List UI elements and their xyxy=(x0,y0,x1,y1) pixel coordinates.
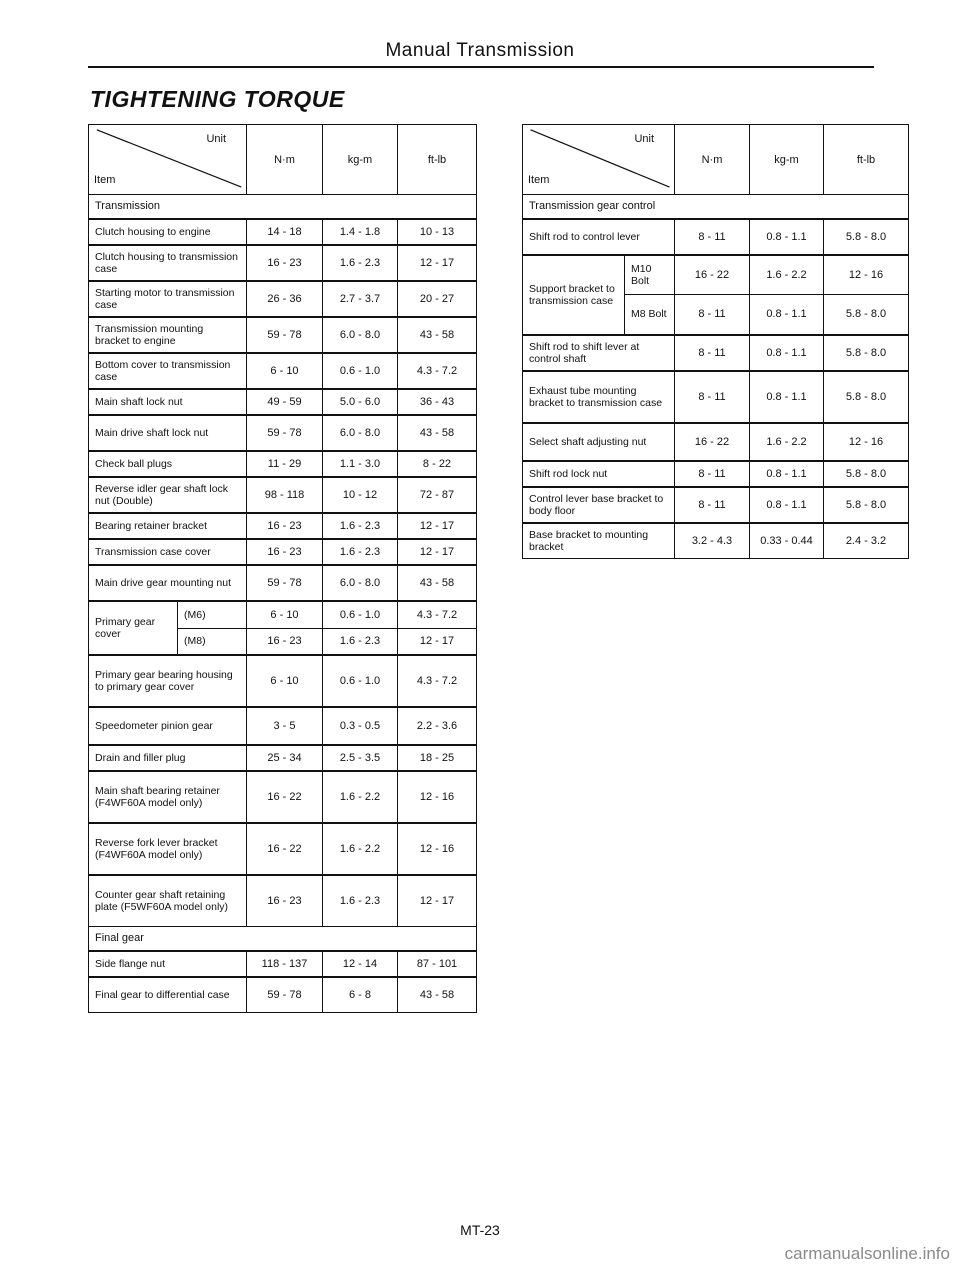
row-item-label: Final gear to differential case xyxy=(89,977,247,1013)
ftlb-value: 87 - 101 xyxy=(398,951,477,977)
section-row xyxy=(523,195,909,219)
row-item-label: Counter gear shaft retaining plate (F5WF60A model only) xyxy=(89,875,247,927)
table-row xyxy=(523,255,909,295)
nm-value: 16 - 23 xyxy=(247,539,323,565)
table-row xyxy=(89,951,477,977)
row-item-label: Starting motor to transmission case xyxy=(89,281,247,317)
nm-value: 11 - 29 xyxy=(247,451,323,477)
sub-item-label: M8 Bolt xyxy=(625,295,675,335)
kgm-value: 5.0 - 6.0 xyxy=(323,389,398,415)
ftlb-value: 43 - 58 xyxy=(398,977,477,1013)
ftlb-value: 12 - 17 xyxy=(398,513,477,539)
kgm-value: 0.33 - 0.44 xyxy=(750,523,824,559)
row-item-label: Bottom cover to transmission case xyxy=(89,353,247,389)
table-row xyxy=(89,823,477,875)
nm-value: 8 - 11 xyxy=(675,335,750,371)
nm-value: 16 - 23 xyxy=(247,629,323,655)
kgm-value: 6 - 8 xyxy=(323,977,398,1013)
table-row xyxy=(89,317,477,353)
nm-value: 16 - 23 xyxy=(247,875,323,927)
section-label: Transmission gear control xyxy=(523,195,909,219)
table-row xyxy=(89,539,477,565)
nm-value: 6 - 10 xyxy=(247,601,323,629)
kgm-value: 6.0 - 8.0 xyxy=(323,317,398,353)
right-table-body xyxy=(523,195,909,559)
nm-value: 59 - 78 xyxy=(247,317,323,353)
ftlb-value: 5.8 - 8.0 xyxy=(824,371,909,423)
section-title: TIGHTENING TORQUE xyxy=(90,86,345,112)
ftlb-value: 2.4 - 3.2 xyxy=(824,523,909,559)
nm-value: 8 - 11 xyxy=(675,461,750,487)
kgm-value: 1.1 - 3.0 xyxy=(323,451,398,477)
row-item-label: Primary gear bearing housing to primary gear cover xyxy=(89,655,247,707)
row-item-label: Main drive shaft lock nut xyxy=(89,415,247,451)
ftlb-column-header: ft-lb xyxy=(398,125,477,195)
ftlb-value: 12 - 17 xyxy=(398,539,477,565)
ftlb-value: 43 - 58 xyxy=(398,317,477,353)
ftlb-value: 12 - 17 xyxy=(398,629,477,655)
row-item-label: Reverse fork lever bracket (F4WF60A model only) xyxy=(89,823,247,875)
page-header-title: Manual Transmission xyxy=(385,40,575,61)
ftlb-value: 18 - 25 xyxy=(398,745,477,771)
section-label: Transmission xyxy=(89,195,477,219)
ftlb-value: 12 - 16 xyxy=(824,255,909,295)
ftlb-value: 43 - 58 xyxy=(398,415,477,451)
row-item-label: Main shaft bearing retainer (F4WF60A model only) xyxy=(89,771,247,823)
unit-label: Unit xyxy=(206,133,226,145)
kgm-value: 2.5 - 3.5 xyxy=(323,745,398,771)
nm-value: 16 - 22 xyxy=(247,771,323,823)
nm-value: 6 - 10 xyxy=(247,353,323,389)
table-row xyxy=(523,371,909,423)
kgm-value: 1.6 - 2.2 xyxy=(323,771,398,823)
nm-value: 16 - 23 xyxy=(247,245,323,281)
section-row xyxy=(89,195,477,219)
kgm-value: 1.6 - 2.3 xyxy=(323,875,398,927)
nm-value: 3.2 - 4.3 xyxy=(675,523,750,559)
kgm-column-header: kg-m xyxy=(323,125,398,195)
table-row xyxy=(89,745,477,771)
ftlb-value: 5.8 - 8.0 xyxy=(824,219,909,255)
table-row xyxy=(89,565,477,601)
row-item-label: Support bracket to transmission case xyxy=(523,255,625,335)
ftlb-value: 2.2 - 3.6 xyxy=(398,707,477,745)
nm-value: 26 - 36 xyxy=(247,281,323,317)
table-row xyxy=(89,245,477,281)
kgm-value: 0.8 - 1.1 xyxy=(750,371,824,423)
ftlb-value: 72 - 87 xyxy=(398,477,477,513)
left-table-body xyxy=(89,195,477,1013)
ftlb-value: 5.8 - 8.0 xyxy=(824,295,909,335)
sub-item-label: M10 Bolt xyxy=(625,255,675,295)
header-rule xyxy=(88,66,874,68)
ftlb-value: 5.8 - 8.0 xyxy=(824,487,909,523)
ftlb-value: 12 - 16 xyxy=(824,423,909,461)
row-item-label: Select shaft adjusting nut xyxy=(523,423,675,461)
nm-column-header: N·m xyxy=(675,125,750,195)
row-item-label: Primary gear cover xyxy=(89,601,178,655)
kgm-value: 0.6 - 1.0 xyxy=(323,655,398,707)
nm-value: 8 - 11 xyxy=(675,295,750,335)
nm-value: 6 - 10 xyxy=(247,655,323,707)
watermark: carmanualsonline.info xyxy=(784,1244,950,1263)
left-torque-table xyxy=(88,124,477,1013)
row-item-label: Shift rod to control lever xyxy=(523,219,675,255)
ftlb-value: 10 - 13 xyxy=(398,219,477,245)
ftlb-column-header: ft-lb xyxy=(824,125,909,195)
kgm-value: 6.0 - 8.0 xyxy=(323,565,398,601)
nm-value: 118 - 137 xyxy=(247,951,323,977)
nm-column-header: N·m xyxy=(247,125,323,195)
ftlb-value: 12 - 17 xyxy=(398,875,477,927)
ftlb-value: 8 - 22 xyxy=(398,451,477,477)
row-item-label: Transmission mounting bracket to engine xyxy=(89,317,247,353)
nm-value: 59 - 78 xyxy=(247,977,323,1013)
item-label: Item xyxy=(94,174,116,186)
nm-value: 49 - 59 xyxy=(247,389,323,415)
kgm-value: 0.8 - 1.1 xyxy=(750,295,824,335)
kgm-value: 0.6 - 1.0 xyxy=(323,353,398,389)
ftlb-value: 12 - 16 xyxy=(398,823,477,875)
kgm-value: 0.8 - 1.1 xyxy=(750,219,824,255)
kgm-value: 1.6 - 2.2 xyxy=(323,823,398,875)
row-item-label: Drain and filler plug xyxy=(89,745,247,771)
unit-label: Unit xyxy=(634,133,654,145)
kgm-value: 1.4 - 1.8 xyxy=(323,219,398,245)
table-row xyxy=(89,513,477,539)
sub-item-label: (M8) xyxy=(178,629,247,655)
row-item-label: Reverse idler gear shaft lock nut (Double) xyxy=(89,477,247,513)
right-torque-table xyxy=(522,124,909,559)
nm-value: 8 - 11 xyxy=(675,371,750,423)
row-item-label: Shift rod to shift lever at control shaft xyxy=(523,335,675,371)
section-label: Final gear xyxy=(89,927,477,951)
ftlb-value: 4.3 - 7.2 xyxy=(398,353,477,389)
table-row xyxy=(89,389,477,415)
table-row xyxy=(89,655,477,707)
nm-value: 59 - 78 xyxy=(247,415,323,451)
kgm-value: 0.6 - 1.0 xyxy=(323,601,398,629)
ftlb-value: 5.8 - 8.0 xyxy=(824,335,909,371)
nm-value: 25 - 34 xyxy=(247,745,323,771)
row-item-label: Transmission case cover xyxy=(89,539,247,565)
table-row xyxy=(89,477,477,513)
row-item-label: Clutch housing to transmission case xyxy=(89,245,247,281)
kgm-value: 2.7 - 3.7 xyxy=(323,281,398,317)
table-row xyxy=(89,771,477,823)
row-item-label: Main drive gear mounting nut xyxy=(89,565,247,601)
kgm-value: 0.8 - 1.1 xyxy=(750,461,824,487)
nm-value: 14 - 18 xyxy=(247,219,323,245)
row-item-label: Shift rod lock nut xyxy=(523,461,675,487)
ftlb-value: 36 - 43 xyxy=(398,389,477,415)
item-label: Item xyxy=(528,174,550,186)
kgm-value: 12 - 14 xyxy=(323,951,398,977)
row-item-label: Base bracket to mounting bracket xyxy=(523,523,675,559)
kgm-value: 6.0 - 8.0 xyxy=(323,415,398,451)
ftlb-value: 12 - 17 xyxy=(398,245,477,281)
kgm-value: 1.6 - 2.2 xyxy=(750,423,824,461)
kgm-value: 1.6 - 2.3 xyxy=(323,513,398,539)
table-row xyxy=(523,523,909,559)
nm-value: 98 - 118 xyxy=(247,477,323,513)
row-item-label: Side flange nut xyxy=(89,951,247,977)
kgm-value: 10 - 12 xyxy=(323,477,398,513)
table-row xyxy=(89,219,477,245)
nm-value: 16 - 22 xyxy=(247,823,323,875)
row-item-label: Control lever base bracket to body floor xyxy=(523,487,675,523)
table-row xyxy=(523,487,909,523)
unit-item-corner-header xyxy=(523,125,675,195)
row-item-label: Clutch housing to engine xyxy=(89,219,247,245)
nm-value: 8 - 11 xyxy=(675,487,750,523)
nm-value: 3 - 5 xyxy=(247,707,323,745)
sub-item-label: (M6) xyxy=(178,601,247,629)
kgm-value: 1.6 - 2.3 xyxy=(323,629,398,655)
section-row xyxy=(89,927,477,951)
table-row xyxy=(89,601,477,629)
kgm-value: 1.6 - 2.3 xyxy=(323,245,398,281)
nm-value: 59 - 78 xyxy=(247,565,323,601)
kgm-value: 0.3 - 0.5 xyxy=(323,707,398,745)
table-row xyxy=(89,281,477,317)
nm-value: 16 - 22 xyxy=(675,423,750,461)
unit-item-corner-header xyxy=(89,125,247,195)
ftlb-value: 12 - 16 xyxy=(398,771,477,823)
table-row xyxy=(523,423,909,461)
table-row xyxy=(523,219,909,255)
kgm-column-header: kg-m xyxy=(750,125,824,195)
ftlb-value: 5.8 - 8.0 xyxy=(824,461,909,487)
kgm-value: 0.8 - 1.1 xyxy=(750,335,824,371)
kgm-value: 0.8 - 1.1 xyxy=(750,487,824,523)
row-item-label: Exhaust tube mounting bracket to transmission case xyxy=(523,371,675,423)
table-row xyxy=(89,353,477,389)
table-row xyxy=(89,875,477,927)
table-row xyxy=(89,451,477,477)
nm-value: 16 - 22 xyxy=(675,255,750,295)
table-row xyxy=(89,977,477,1013)
ftlb-value: 20 - 27 xyxy=(398,281,477,317)
table-row xyxy=(523,335,909,371)
nm-value: 16 - 23 xyxy=(247,513,323,539)
kgm-value: 1.6 - 2.2 xyxy=(750,255,824,295)
row-item-label: Bearing retainer bracket xyxy=(89,513,247,539)
ftlb-value: 43 - 58 xyxy=(398,565,477,601)
table-row xyxy=(89,707,477,745)
table-row xyxy=(523,461,909,487)
kgm-value: 1.6 - 2.3 xyxy=(323,539,398,565)
table-row xyxy=(89,415,477,451)
page-number: MT-23 xyxy=(460,1222,500,1238)
ftlb-value: 4.3 - 7.2 xyxy=(398,601,477,629)
nm-value: 8 - 11 xyxy=(675,219,750,255)
row-item-label: Check ball plugs xyxy=(89,451,247,477)
ftlb-value: 4.3 - 7.2 xyxy=(398,655,477,707)
row-item-label: Speedometer pinion gear xyxy=(89,707,247,745)
row-item-label: Main shaft lock nut xyxy=(89,389,247,415)
